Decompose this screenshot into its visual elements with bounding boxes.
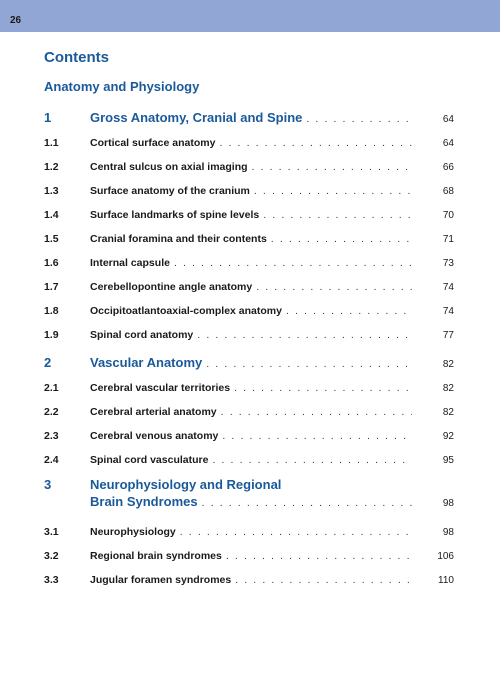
toc-entry[interactable] xyxy=(44,538,454,562)
toc-entry[interactable] xyxy=(44,442,454,466)
toc-entry-number: 3.3 xyxy=(44,574,59,586)
toc-entry-number: 2.2 xyxy=(44,406,59,418)
toc-entry-number: 1.5 xyxy=(44,233,59,245)
toc-entry-page: 74 xyxy=(442,282,454,293)
contents-heading: Contents xyxy=(44,49,109,66)
toc-entry-page: 73 xyxy=(442,258,454,269)
toc-entry-page: 77 xyxy=(442,330,454,341)
toc-entry-page: 95 xyxy=(442,455,454,466)
dot-leader xyxy=(286,305,412,317)
toc-entry-page: 82 xyxy=(442,407,454,418)
toc-entry-title-line2: Brain Syndromes xyxy=(90,494,198,509)
toc-entry-page: 68 xyxy=(442,186,454,197)
toc-entry[interactable] xyxy=(44,245,454,269)
toc-entry-title: Regional brain syndromes xyxy=(90,550,222,562)
toc-entry-page: 71 xyxy=(442,234,454,245)
dot-leader xyxy=(252,161,412,173)
toc-entry-number: 1.8 xyxy=(44,305,59,317)
toc-entry-title: Occipitoatlantoaxial-complex anatomy xyxy=(90,305,282,317)
toc-entry-page: 82 xyxy=(442,383,454,394)
toc-entry-number: 1.3 xyxy=(44,185,59,197)
toc-entry-title: Cerebral vascular territories xyxy=(90,382,231,394)
toc-entry[interactable] xyxy=(44,269,454,293)
dot-leader xyxy=(219,137,412,149)
dot-leader xyxy=(174,257,412,269)
toc-entry[interactable] xyxy=(44,149,454,173)
dot-leader xyxy=(234,382,412,394)
toc-entry-number: 2.3 xyxy=(44,430,59,442)
toc-entry[interactable] xyxy=(44,221,454,245)
toc-entry-page: 66 xyxy=(442,162,454,173)
toc-entry[interactable] xyxy=(44,125,454,149)
toc-entry-chapter-1[interactable] xyxy=(44,101,454,125)
toc-entry-title: Cerebral arterial anatomy xyxy=(90,406,217,418)
toc-entry-page: 106 xyxy=(437,551,454,562)
toc-entry-page: 64 xyxy=(442,138,454,149)
toc-entry[interactable] xyxy=(44,197,454,221)
dot-leader xyxy=(256,281,412,293)
toc-entry-number: 1 xyxy=(44,110,52,125)
toc-entry-title: Cortical surface anatomy xyxy=(90,137,216,149)
dot-leader xyxy=(271,233,412,245)
part-heading: Anatomy and Physiology xyxy=(44,79,200,94)
toc-entry-title: Spinal cord vasculature xyxy=(90,454,209,466)
dot-leader xyxy=(221,406,412,418)
toc-entry-number: 2.4 xyxy=(44,454,59,466)
toc-entry-page: 82 xyxy=(442,359,454,370)
dot-leader xyxy=(254,185,412,197)
toc-entry[interactable] xyxy=(44,317,454,341)
toc-entry-number: 1.1 xyxy=(44,137,59,149)
toc-entry-title: Cerebral venous anatomy xyxy=(90,430,219,442)
toc-entry-title: Gross Anatomy, Cranial and Spine xyxy=(90,110,303,125)
dot-leader xyxy=(180,526,412,538)
toc-entry[interactable] xyxy=(44,418,454,442)
page-number: 26 xyxy=(10,15,22,26)
toc-entry-number: 1.4 xyxy=(44,209,59,221)
toc-entry-chapter-3[interactable] xyxy=(44,477,454,513)
toc-entry-page: 74 xyxy=(442,306,454,317)
toc-entry-page: 98 xyxy=(442,527,454,538)
toc-entry-page: 92 xyxy=(442,431,454,442)
toc-entry[interactable] xyxy=(44,514,454,538)
toc-entry-page: 98 xyxy=(442,498,454,509)
toc-entry-title: Cranial foramina and their contents xyxy=(90,233,267,245)
toc-entry-title: Surface anatomy of the cranium xyxy=(90,185,250,197)
toc-entry[interactable] xyxy=(44,562,454,586)
toc-entry-title: Neurophysiology xyxy=(90,526,176,538)
dot-leader xyxy=(235,574,412,586)
toc-entry-title: Surface landmarks of spine levels xyxy=(90,209,260,221)
toc-entry-number: 1.6 xyxy=(44,257,59,269)
toc-entry[interactable] xyxy=(44,394,454,418)
dot-leader xyxy=(222,430,412,442)
toc-entry-title-line1: Neurophysiology and Regional xyxy=(90,477,282,492)
page-header-band xyxy=(0,0,500,32)
toc-entry[interactable] xyxy=(44,173,454,197)
toc-entry-number: 2.1 xyxy=(44,382,59,394)
toc-entry-page: 70 xyxy=(442,210,454,221)
dot-leader xyxy=(206,358,412,370)
toc-entry-number: 3.1 xyxy=(44,526,59,538)
toc-entry[interactable] xyxy=(44,370,454,394)
toc-entry-title: Central sulcus on axial imaging xyxy=(90,161,248,173)
toc-entry-title: Spinal cord anatomy xyxy=(90,329,194,341)
toc-entry[interactable] xyxy=(44,293,454,317)
toc-entry-chapter-2[interactable] xyxy=(44,346,454,370)
dot-leader xyxy=(263,209,412,221)
toc-entry-title: Cerebellopontine angle anatomy xyxy=(90,281,253,293)
toc-entry-number: 3 xyxy=(44,477,52,492)
toc-entry-title: Jugular foramen syndromes xyxy=(90,574,232,586)
toc-entry-number: 1.2 xyxy=(44,161,59,173)
toc-entry-number: 1.7 xyxy=(44,281,59,293)
toc-entry-number: 1.9 xyxy=(44,329,59,341)
dot-leader xyxy=(306,113,412,125)
toc-entry-number: 3.2 xyxy=(44,550,59,562)
toc-entry-title: Vascular Anatomy xyxy=(90,355,203,370)
toc-entry-page: 110 xyxy=(438,575,454,586)
dot-leader xyxy=(212,454,412,466)
toc-entry-title: Internal capsule xyxy=(90,257,170,269)
toc-entry-page: 64 xyxy=(442,114,454,125)
dot-leader xyxy=(197,329,412,341)
toc-entry-number: 2 xyxy=(44,355,52,370)
dot-leader xyxy=(226,550,412,562)
dot-leader xyxy=(202,497,412,509)
